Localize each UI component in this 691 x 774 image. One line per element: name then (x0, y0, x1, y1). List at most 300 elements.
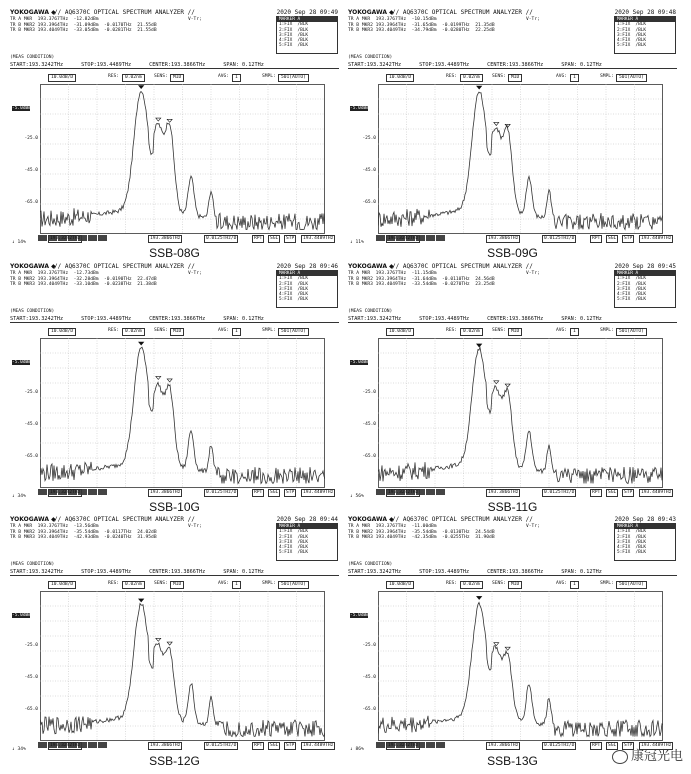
meas-condition-label: (MEAS CONDITION) (348, 55, 393, 60)
marker-readout-row: TR B MKR2 193.3964THz -31.65dBm -0.0199THz 21.35dB (348, 22, 495, 28)
stop-frequency: STOP:193.4489THz (419, 569, 470, 575)
res-value[interactable]: 0.02nm (122, 74, 145, 82)
marker-readout-row: TR A MKR 193.3767THz -11.00dBm (348, 524, 437, 529)
center-frequency: CENTER:193.3866THz (487, 569, 544, 575)
sens-label: SENS: (154, 328, 168, 333)
y-tick-label: -45.0 (24, 422, 38, 427)
btn-rpt[interactable]: RPT (254, 743, 263, 748)
y-tick-label: -45.0 (24, 675, 38, 680)
meas-condition-label: (MEAS CONDITION) (10, 562, 55, 567)
x-div-label: 0.0125THz/D (206, 743, 237, 748)
instrument-model: // AQ6370C OPTICAL SPECTRUM ANALYZER // (54, 9, 195, 16)
avg-label: AVG: (218, 581, 230, 586)
btn-rpt[interactable]: RPT (592, 490, 601, 495)
softkey-indicator[interactable] (376, 742, 385, 748)
softkey-indicator[interactable] (38, 489, 47, 495)
res-value[interactable]: 0.02nm (122, 328, 145, 336)
softkey-indicator[interactable] (38, 742, 47, 748)
x-right-label: 193.4489THz (641, 743, 672, 748)
ydiv-box[interactable]: 10.0dB/D (48, 74, 76, 82)
start-frequency: START:193.3242THz (348, 569, 402, 575)
marker-readout-row: TR B MKR2 193.3964THz -32.28dBm -0.0190THz 22.47dB (10, 276, 157, 282)
x-right-label: 193.4489THz (641, 236, 672, 241)
ref-level[interactable]: -5.0dBm (12, 360, 31, 365)
peak-marker[interactable] (167, 379, 172, 382)
x-center-label: 193.3866THz (488, 743, 519, 748)
marker-table-row[interactable]: 5:FIX /BLK (617, 43, 647, 49)
x-center-label: 193.3866THz (150, 236, 181, 241)
marker-readout-row: TR B MKR2 193.3964THz -31.64dBm -0.0110THz 24.56dB (348, 276, 495, 282)
marker-table-row[interactable]: 5:FIX /BLK (617, 550, 647, 556)
vtrace-label: V-Tr; (526, 271, 540, 276)
x-right-label: 193.4489THz (303, 743, 334, 748)
ydiv-box[interactable]: 10.0dB/D (48, 581, 76, 589)
marker-readout-row: TR B MKR2 193.3964THz -35.54dBm -0.0117THz 24.02dB (10, 529, 157, 535)
softkey-indicator[interactable] (88, 489, 97, 495)
y-tick-label: -25.0 (362, 136, 376, 141)
peak-marker[interactable] (139, 86, 144, 89)
y-tick-label: -65.0 (24, 707, 38, 712)
smpl-value[interactable]: 501(AUTO) (278, 581, 309, 589)
smpl-label: SMPL: (600, 74, 614, 79)
marker-table-row[interactable]: 4:FIX /BLK (617, 292, 647, 298)
osa-panel (346, 515, 679, 755)
marker-readout-row: TR B MKR2 193.3964THz -31.09dBm -0.0170THz 21.55dB (10, 22, 157, 28)
res-label: RES: (446, 328, 458, 333)
x-right-label: 193.4489THz (303, 236, 334, 241)
status-bar (8, 742, 341, 754)
res-label: RES: (446, 74, 458, 79)
y-tick-label: -45.0 (362, 675, 376, 680)
span-value: SPAN: 0.12THz (223, 316, 264, 322)
peak-marker[interactable] (139, 599, 144, 602)
y-tick-label: -65.0 (362, 707, 376, 712)
stop-frequency: STOP:193.4489THz (81, 316, 132, 322)
marker-table (614, 270, 676, 308)
y-tick-label: -45.0 (362, 422, 376, 427)
sweep-progress: ↓ 86% (350, 747, 364, 752)
center-frequency: CENTER:193.3866THz (149, 316, 206, 322)
instrument-model: // AQ6370C OPTICAL SPECTRUM ANALYZER // (392, 263, 533, 270)
avg-value[interactable]: 1 (232, 74, 241, 82)
timestamp: 2020 Sep 28 09:49 (276, 9, 338, 16)
btn-sgl[interactable]: SGL (270, 236, 279, 241)
res-label: RES: (108, 328, 120, 333)
res-label: RES: (108, 74, 120, 79)
marker-table-row[interactable]: 1:FIX /BLK (279, 276, 309, 282)
softkey-indicator[interactable] (376, 489, 385, 495)
y-tick-label: -65.0 (24, 200, 38, 205)
start-frequency: START:193.3242THz (348, 316, 402, 322)
peak-marker[interactable] (156, 638, 161, 641)
avg-value[interactable]: 1 (570, 581, 579, 589)
settings-bar (386, 581, 676, 589)
watermark: 康冠光电 (612, 745, 683, 764)
osa-panel (346, 262, 679, 502)
start-frequency: START:193.3242THz (10, 316, 64, 322)
marker-table-row[interactable]: 3:FIX /BLK (279, 32, 309, 38)
softkey-indicator[interactable] (426, 489, 435, 495)
x-left-label: 193.3242THz (388, 236, 419, 241)
sweep-range-line (348, 62, 677, 69)
brand-logo: YOKOGAWA ◆ (348, 263, 394, 270)
marker-table-row[interactable]: 5:FIX /BLK (617, 297, 647, 303)
btn-stp[interactable]: STP (286, 743, 295, 748)
avg-value[interactable]: 1 (232, 328, 241, 336)
marker-readout-row: TR B MKR2 193.3964THz -35.54dBm -0.0130THz 24.54dB (348, 529, 495, 535)
span-value: SPAN: 0.12THz (561, 316, 602, 322)
brand-logo: YOKOGAWA ◆ (10, 263, 56, 270)
peak-marker[interactable] (156, 376, 161, 379)
marker-table-row[interactable]: 4:FIX /BLK (617, 38, 647, 44)
center-frequency: CENTER:193.3866THz (487, 62, 544, 68)
marker-table (276, 270, 338, 308)
spectrum-plot (378, 338, 663, 488)
settings-bar (48, 74, 338, 82)
spectrum-plot (40, 84, 325, 234)
x-left-label: 193.3242THz (388, 490, 419, 495)
spectrum-plot (378, 591, 663, 741)
y-tick-label: -65.0 (362, 200, 376, 205)
x-div-label: 0.0125THz/D (206, 490, 237, 495)
settings-bar (48, 328, 338, 336)
marker-readout-row: TR B MKR3 193.4049THz -33.10dBm -0.0238THz 21.38dB (10, 282, 157, 288)
timestamp: 2020 Sep 28 09:44 (276, 516, 338, 523)
peak-marker[interactable] (494, 643, 499, 646)
x-left-label: 193.3242THz (50, 743, 81, 748)
instrument-model: // AQ6370C OPTICAL SPECTRUM ANALYZER // (54, 263, 195, 270)
marker-readout-row: TR B MKR3 193.4049THz -33.54dBm -0.0270THz 23.25dB (348, 282, 495, 288)
timestamp: 2020 Sep 28 09:43 (614, 516, 676, 523)
osa-screen (8, 515, 341, 755)
x-center-label: 193.3866THz (488, 490, 519, 495)
res-label: RES: (108, 581, 120, 586)
btn-rpt[interactable]: RPT (592, 236, 601, 241)
avg-value[interactable]: 1 (232, 581, 241, 589)
sweep-range-line (10, 62, 339, 69)
x-div-label: 0.0125THz/D (544, 236, 575, 241)
softkey-indicator[interactable] (88, 235, 97, 241)
ydiv-box[interactable]: 10.0dB/D (386, 328, 414, 336)
timestamp: 2020 Sep 28 09:46 (276, 263, 338, 270)
smpl-value[interactable]: 501(AUTO) (278, 328, 309, 336)
sens-label: SENS: (492, 74, 506, 79)
avg-value[interactable]: 1 (570, 328, 579, 336)
sens-value[interactable]: MID (170, 581, 184, 589)
marker-table-row[interactable]: 5:FIX /BLK (279, 43, 309, 49)
stop-frequency: STOP:193.4489THz (419, 316, 470, 322)
softkey-indicator[interactable] (98, 489, 107, 495)
marker-table-row[interactable]: MARKER A (277, 17, 337, 22)
marker-table-row[interactable]: 1:FIX /BLK (617, 22, 647, 28)
smpl-label: SMPL: (262, 328, 276, 333)
vtrace-label: V-Tr; (526, 17, 540, 22)
marker-table-row[interactable]: 2:FIX /BLK (617, 281, 647, 287)
instrument-model: // AQ6370C OPTICAL SPECTRUM ANALYZER // (392, 9, 533, 16)
x-center-label: 193.3866THz (488, 236, 519, 241)
timestamp: 2020 Sep 28 09:45 (614, 263, 676, 270)
peak-marker[interactable] (167, 642, 172, 645)
peak-marker[interactable] (139, 342, 144, 345)
spectrum-plot (40, 591, 325, 741)
osa-screen (346, 262, 679, 502)
peak-marker[interactable] (477, 344, 482, 347)
panel-caption: SSB-09G (487, 246, 538, 260)
btn-rpt[interactable]: RPT (592, 743, 601, 748)
avg-label: AVG: (556, 328, 568, 333)
marker-table-row[interactable]: 2:FIX /BLK (279, 534, 309, 540)
sweep-progress: ↓ 11% (350, 240, 364, 245)
start-frequency: START:193.3242THz (10, 569, 64, 575)
span-value: SPAN: 0.12THz (561, 62, 602, 68)
x-div-label: 0.0125THz/D (544, 743, 575, 748)
ref-level[interactable]: -5.0dBm (12, 613, 31, 618)
smpl-label: SMPL: (262, 581, 276, 586)
sens-value[interactable]: MID (508, 328, 522, 336)
softkey-indicator[interactable] (436, 742, 445, 748)
softkey-indicator[interactable] (376, 235, 385, 241)
btn-sgl[interactable]: SGL (608, 490, 617, 495)
softkey-indicator[interactable] (436, 235, 445, 241)
marker-table-row[interactable]: MARKER A (277, 271, 337, 276)
softkey-indicator[interactable] (88, 742, 97, 748)
sweep-range-line (348, 316, 677, 323)
vtrace-label: V-Tr; (188, 271, 202, 276)
y-tick-label: -45.0 (24, 168, 38, 173)
panel-caption: SSB-13G (487, 754, 538, 768)
wechat-icon (612, 750, 628, 764)
smpl-value[interactable]: 501(AUTO) (616, 328, 647, 336)
osa-panel (8, 262, 341, 502)
marker-table (614, 523, 676, 561)
brand-logo: YOKOGAWA ◆ (348, 9, 394, 16)
y-tick-label: -25.0 (24, 136, 38, 141)
panel-caption: SSB-08G (149, 246, 200, 260)
peak-marker[interactable] (494, 381, 499, 384)
marker-table-row[interactable]: 1:FIX /BLK (279, 529, 309, 535)
marker-table-row[interactable]: 4:FIX /BLK (617, 545, 647, 551)
instrument-model: // AQ6370C OPTICAL SPECTRUM ANALYZER // (392, 516, 533, 523)
center-frequency: CENTER:193.3866THz (149, 62, 206, 68)
avg-value[interactable]: 1 (570, 74, 579, 82)
marker-table (614, 16, 676, 54)
marker-table-row[interactable]: MARKER A (615, 524, 675, 529)
softkey-indicator[interactable] (98, 742, 107, 748)
y-tick-label: -25.0 (24, 643, 38, 648)
x-right-label: 193.4489THz (303, 490, 334, 495)
sweep-range-line (10, 569, 339, 576)
smpl-label: SMPL: (600, 328, 614, 333)
instrument-model: // AQ6370C OPTICAL SPECTRUM ANALYZER // (54, 516, 195, 523)
x-div-label: 0.0125THz/D (544, 490, 575, 495)
brand-logo: YOKOGAWA ◆ (10, 9, 56, 16)
softkey-indicator[interactable] (98, 235, 107, 241)
marker-table-row[interactable]: 4:FIX /BLK (279, 545, 309, 551)
y-tick-label: -25.0 (24, 390, 38, 395)
y-tick-label: -25.0 (362, 390, 376, 395)
marker-table-row[interactable]: MARKER A (277, 524, 337, 529)
y-tick-label: -65.0 (24, 454, 38, 459)
marker-table-row[interactable]: 2:FIX /BLK (617, 534, 647, 540)
marker-readout-row: TR A MKR 193.3767THz -10.15dBm (348, 17, 437, 22)
sens-label: SENS: (154, 581, 168, 586)
brand-logo: YOKOGAWA ◆ (348, 516, 394, 523)
btn-stp[interactable]: STP (624, 236, 633, 241)
osa-panel (8, 8, 341, 248)
x-center-label: 193.3866THz (150, 490, 181, 495)
marker-readout-row: TR A MKR 193.3767THz -12.73dBm (10, 271, 99, 276)
btn-rpt[interactable]: RPT (254, 490, 263, 495)
marker-table (276, 16, 338, 54)
marker-table-row[interactable]: 5:FIX /BLK (279, 550, 309, 556)
spectrum-plot (40, 338, 325, 488)
vtrace-label: V-Tr; (526, 524, 540, 529)
res-value[interactable]: 0.02nm (460, 328, 483, 336)
center-frequency: CENTER:193.3866THz (149, 569, 206, 575)
avg-label: AVG: (556, 581, 568, 586)
btn-stp[interactable]: STP (286, 490, 295, 495)
softkey-indicator[interactable] (38, 235, 47, 241)
osa-panel (8, 515, 341, 755)
stop-frequency: STOP:193.4489THz (81, 569, 132, 575)
osa-screen (346, 8, 679, 248)
btn-stp[interactable]: STP (286, 236, 295, 241)
sens-value[interactable]: MID (170, 328, 184, 336)
y-tick-label: -45.0 (362, 168, 376, 173)
ref-level[interactable]: -5.0dBm (350, 106, 369, 111)
softkey-indicator[interactable] (436, 489, 445, 495)
res-value[interactable]: 0.02nm (122, 581, 145, 589)
meas-condition-label: (MEAS CONDITION) (348, 309, 393, 314)
sens-label: SENS: (492, 328, 506, 333)
ref-level[interactable]: -5.0dBm (12, 106, 31, 111)
ydiv-box[interactable]: 10.0dB/D (48, 328, 76, 336)
sens-value[interactable]: MID (508, 74, 522, 82)
avg-label: AVG: (218, 328, 230, 333)
marker-readout-row: TR B MKR3 193.4049THz -34.79dBm -0.0280THz 22.25dB (348, 28, 495, 34)
sens-value[interactable]: MID (170, 74, 184, 82)
marker-table-row[interactable]: MARKER A (615, 17, 675, 22)
res-value[interactable]: 0.02nm (460, 74, 483, 82)
settings-bar (386, 74, 676, 82)
marker-readout-row: TR B MKR3 193.4049THz -42.35dBm -0.0255THz 31.90dB (348, 535, 495, 541)
marker-readout-row: TR A MKR 193.3767THz -11.15dBm (348, 271, 437, 276)
marker-table-row[interactable]: 4:FIX /BLK (279, 292, 309, 298)
peak-marker[interactable] (167, 119, 172, 122)
peak-marker[interactable] (505, 384, 510, 387)
ydiv-box[interactable]: 10.0dB/D (386, 74, 414, 82)
marker-table-row[interactable]: 3:FIX /BLK (279, 286, 309, 292)
smpl-value[interactable]: 501(AUTO) (278, 74, 309, 82)
marker-table-row[interactable]: 2:FIX /BLK (279, 27, 309, 33)
marker-table-row[interactable]: 2:FIX /BLK (617, 27, 647, 33)
btn-sgl[interactable]: SGL (270, 743, 279, 748)
avg-label: AVG: (556, 74, 568, 79)
settings-bar (48, 581, 338, 589)
marker-table-row[interactable]: 2:FIX /BLK (279, 281, 309, 287)
panel-caption: SSB-12G (149, 754, 200, 768)
meas-condition-label: (MEAS CONDITION) (10, 55, 55, 60)
smpl-value[interactable]: 501(AUTO) (616, 581, 647, 589)
center-frequency: CENTER:193.3866THz (487, 316, 544, 322)
meas-condition-label: (MEAS CONDITION) (10, 309, 55, 314)
start-frequency: START:193.3242THz (10, 62, 64, 68)
marker-readout-row: TR B MKR3 193.4049THz -33.05dBm -0.0281THz 21.55dB (10, 28, 157, 34)
sens-value[interactable]: MID (508, 581, 522, 589)
x-left-label: 193.3242THz (50, 236, 81, 241)
ref-level[interactable]: -5.0dBm (350, 613, 369, 618)
osa-screen (346, 515, 679, 755)
sweep-range-line (348, 569, 677, 576)
spectrum-trace (378, 92, 663, 229)
res-label: RES: (446, 581, 458, 586)
ref-level[interactable]: -5.0dBm (350, 360, 369, 365)
marker-readout-row: TR A MKR 193.3767THz -12.82dBm (10, 17, 99, 22)
softkey-indicator[interactable] (426, 742, 435, 748)
y-tick-label: -25.0 (362, 643, 376, 648)
peak-marker[interactable] (494, 122, 499, 125)
marker-table-row[interactable]: 3:FIX /BLK (279, 539, 309, 545)
x-left-label: 193.3242THz (388, 743, 419, 748)
x-left-label: 193.3242THz (50, 490, 81, 495)
osa-panel (346, 8, 679, 248)
btn-sgl[interactable]: SGL (608, 236, 617, 241)
sweep-progress: ↓ 34% (12, 494, 26, 499)
marker-readout-row: TR B MKR3 193.4049THz -42.93dBm -0.0240THz 31.95dB (10, 535, 157, 541)
sweep-progress: ↓ 56% (350, 494, 364, 499)
sweep-progress: ↓ 34% (12, 747, 26, 752)
res-value[interactable]: 0.02nm (460, 581, 483, 589)
marker-table-row[interactable]: 1:FIX /BLK (279, 22, 309, 28)
btn-sgl[interactable]: SGL (608, 743, 617, 748)
timestamp: 2020 Sep 28 09:48 (614, 9, 676, 16)
span-value: SPAN: 0.12THz (561, 569, 602, 575)
settings-bar (386, 328, 676, 336)
marker-table-row[interactable]: 5:FIX /BLK (279, 297, 309, 303)
btn-stp[interactable]: STP (624, 743, 633, 748)
marker-table-row[interactable]: 3:FIX /BLK (617, 32, 647, 38)
sens-label: SENS: (492, 581, 506, 586)
brand-logo: YOKOGAWA ◆ (10, 516, 56, 523)
start-frequency: START:193.3242THz (348, 62, 402, 68)
marker-table-row[interactable]: 4:FIX /BLK (279, 38, 309, 44)
avg-label: AVG: (218, 74, 230, 79)
marker-table-row[interactable]: 1:FIX /BLK (617, 276, 647, 282)
y-tick-label: -65.0 (362, 454, 376, 459)
peak-marker[interactable] (477, 596, 482, 599)
marker-table-row[interactable]: 3:FIX /BLK (617, 539, 647, 545)
x-div-label: 0.0125THz/D (206, 236, 237, 241)
peak-marker[interactable] (477, 86, 482, 89)
smpl-label: SMPL: (600, 581, 614, 586)
peak-marker[interactable] (156, 118, 161, 121)
osa-screen (8, 8, 341, 248)
marker-table-row[interactable]: 1:FIX /BLK (617, 529, 647, 535)
marker-table-row[interactable]: 3:FIX /BLK (617, 286, 647, 292)
osa-screen (8, 262, 341, 502)
x-right-label: 193.4489THz (641, 490, 672, 495)
softkey-indicator[interactable] (426, 235, 435, 241)
btn-sgl[interactable]: SGL (270, 490, 279, 495)
sweep-range-line (10, 316, 339, 323)
ydiv-box[interactable]: 10.0dB/D (386, 581, 414, 589)
meas-condition-label: (MEAS CONDITION) (348, 562, 393, 567)
marker-table-row[interactable]: MARKER A (615, 271, 675, 276)
btn-rpt[interactable]: RPT (254, 236, 263, 241)
btn-stp[interactable]: STP (624, 490, 633, 495)
vtrace-label: V-Tr; (188, 524, 202, 529)
smpl-value[interactable]: 501(AUTO) (616, 74, 647, 82)
